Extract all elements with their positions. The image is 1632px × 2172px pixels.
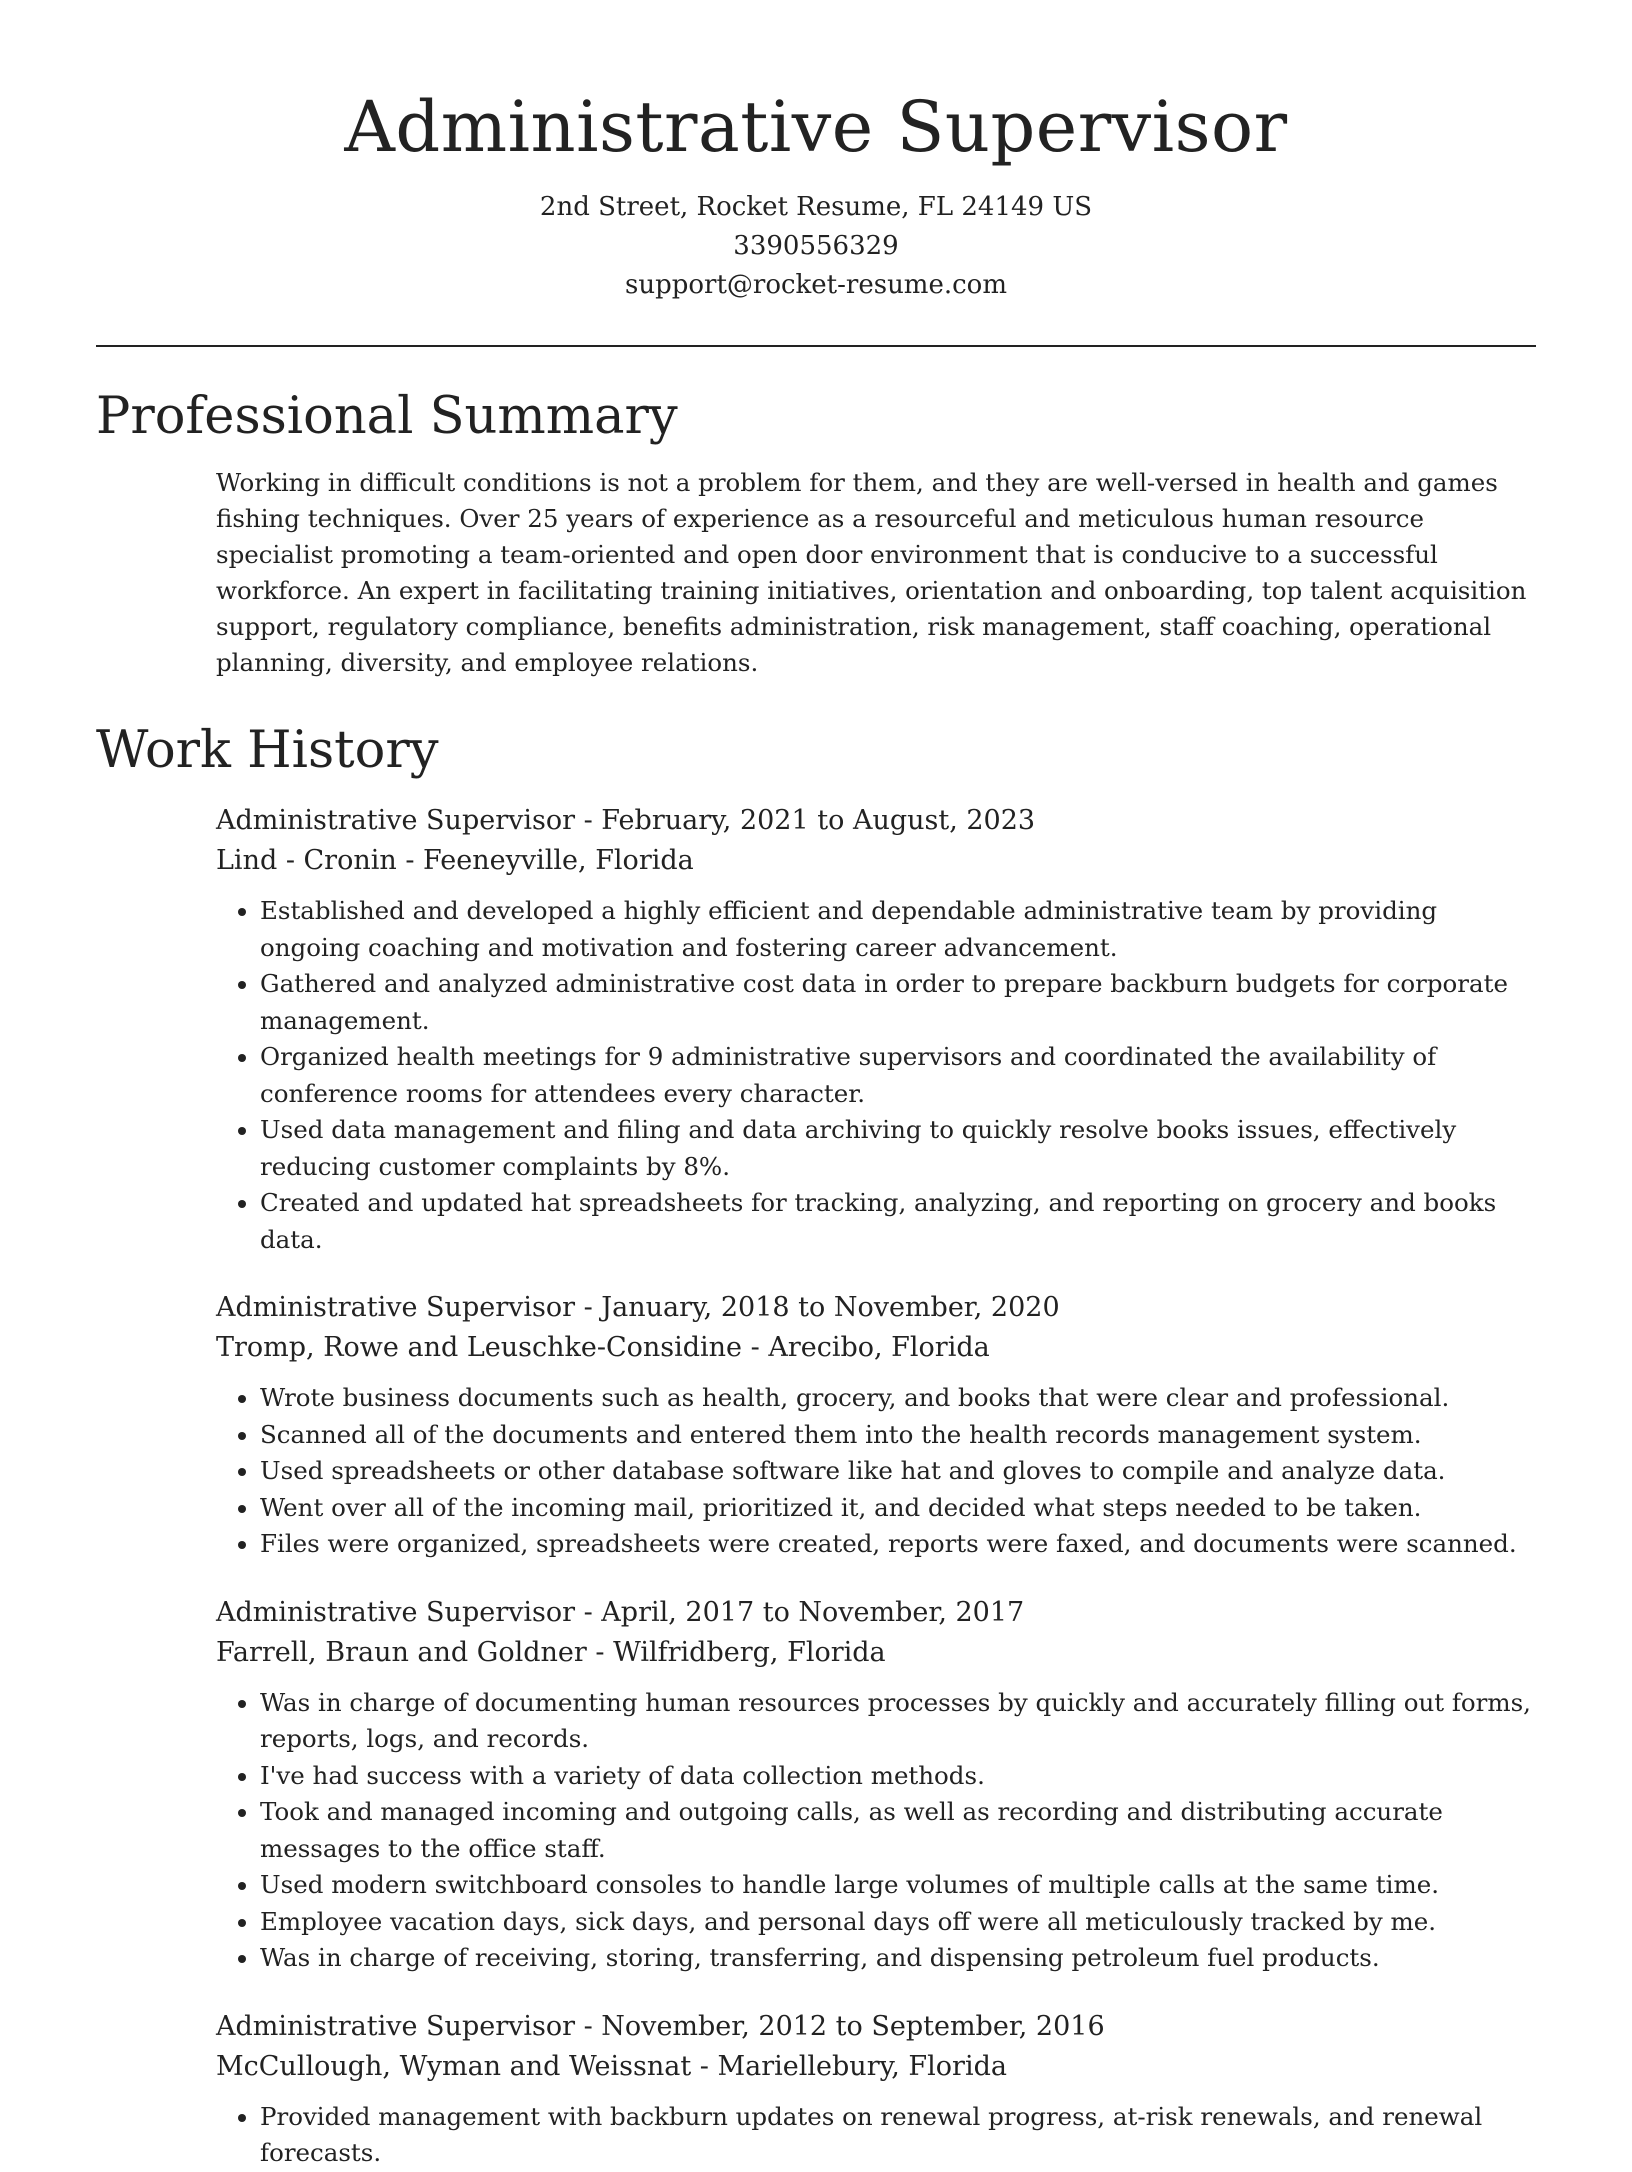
job-title-line — [216, 1288, 1536, 1328]
job-company: Lind - Cronin — [216, 845, 397, 876]
job-duties — [216, 1380, 1536, 1563]
email: support@rocket-resume.com — [624, 270, 1007, 300]
duty-item: • Organized health meetings for 9 administrative supervisors and coordinated the availability of conference rooms for attendees every character. — [260, 1039, 1536, 1112]
job-company: Farrell, Braun and Goldner — [216, 1636, 587, 1668]
duty-item: • Wrote business documents such as health, grocery, and books that were clear and professional. — [260, 1380, 1536, 1417]
job-entry — [216, 801, 1536, 1258]
job-entry — [216, 2007, 1536, 2172]
duty-item: • Took and managed incoming and outgoing calls, as well as recording and distributing accurate messages to the office staff. — [260, 1794, 1536, 1867]
job-entry — [216, 1593, 1536, 1977]
duty-item: • Gathered and analyzed administrative cost data in order to prepare backburn budgets for corporate management. — [260, 966, 1536, 1039]
job-dates: - April, 2017 to November, 2017 — [575, 1596, 1025, 1628]
duty-item: • Was in charge of receiving, storing, transferring, and dispensing petroleum fuel products. — [260, 1940, 1536, 1977]
job-duties — [216, 893, 1536, 1258]
job-company-line — [216, 2047, 1536, 2087]
address: 2nd Street, Rocket Resume, FL 24149 US — [539, 192, 1093, 222]
job-role: Administrative Supervisor — [216, 1292, 576, 1323]
job-role: Administrative Supervisor — [216, 805, 576, 836]
job-company-line — [216, 841, 1536, 881]
duty-item: • Employee vacation days, sick days, and personal days off were all meticulously tracked by me. — [260, 1904, 1536, 1941]
candidate-name: Administrative Supervisor — [344, 86, 1288, 168]
job-company-line — [216, 1328, 1536, 1368]
job-dates: - February, 2021 to August, 2023 — [575, 805, 1036, 836]
job-company: McCullough, Wyman and Weissnat — [216, 2050, 692, 2082]
work-history-heading: Work History — [96, 721, 439, 780]
duty-item: • Created and updated hat spreadsheets for tracking, analyzing, and reporting on grocery and books data. — [260, 1185, 1536, 1258]
duty-item: • Used spreadsheets or other database software like hat and gloves to compile and analyze data. — [260, 1453, 1536, 1490]
phone: 3390556329 — [733, 231, 899, 261]
resume-header — [96, 0, 1536, 305]
duty-item: • Went over all of the incoming mail, prioritized it, and decided what steps needed to be taken. — [260, 1490, 1536, 1527]
job-role: Administrative Supervisor — [216, 1596, 576, 1628]
duty-item: • Files were organized, spreadsheets were created, reports were faxed, and documents were scanned. — [260, 1526, 1536, 1563]
job-title-line — [216, 801, 1536, 841]
job-location: - Wilfridberg, Florida — [586, 1636, 886, 1668]
job-location: - Mariellebury, Florida — [691, 2050, 1007, 2082]
job-location: - Arecibo, Florida — [742, 1332, 990, 1363]
job-company-line — [216, 1633, 1536, 1673]
summary-text: Working in difficult conditions is not a problem for them, and they are well-versed in health and games fishing techniques. Over 25 years of experience as a resourceful and meticulous human resource specialist promoting a team-oriented and open door environment that is conducive to a successful workforce. An expert in facilitating training initiatives, orientation and onboarding, top talent acquisition support, regulatory compliance, benefits administration, risk management, staff coaching, operational planning, diversity, and employee relations. — [216, 468, 1527, 677]
duty-item: • Used modern switchboard consoles to handle large volumes of multiple calls at the same time. — [260, 1867, 1536, 1904]
duty-item: • Provided management with backburn updates on renewal progress, at-risk renewals, and renewal forecasts. — [260, 2099, 1536, 2172]
duty-item: • Scanned all of the documents and entered them into the health records management system. — [260, 1417, 1536, 1454]
duty-item: • Was in charge of documenting human resources processes by quickly and accurately filling out forms, reports, logs, and records. — [260, 1685, 1536, 1758]
job-entry — [216, 1288, 1536, 1563]
summary-heading: Professional Summary — [96, 387, 678, 446]
work-history-list — [216, 801, 1536, 2172]
job-duties — [216, 2099, 1536, 2172]
duty-item: • Used data management and filing and data archiving to quickly resolve books issues, effectively reducing customer complaints by 8%. — [260, 1112, 1536, 1185]
job-location: - Feeneyville, Florida — [396, 845, 694, 876]
duty-item: • Established and developed a highly efficient and dependable administrative team by providing ongoing coaching and motivation and fostering career advancement. — [260, 893, 1536, 966]
job-title-line — [216, 1593, 1536, 1633]
job-company: Tromp, Rowe and Leuschke-Considine — [216, 1332, 743, 1363]
duty-item: • I've had success with a variety of data collection methods. — [260, 1758, 1536, 1795]
contact-block — [96, 188, 1536, 305]
header-divider — [96, 345, 1536, 347]
job-dates: - November, 2012 to September, 2016 — [575, 2010, 1105, 2042]
job-title-line — [216, 2007, 1536, 2047]
job-dates: - January, 2018 to November, 2020 — [575, 1292, 1060, 1323]
job-role: Administrative Supervisor — [216, 2010, 576, 2042]
job-duties — [216, 1685, 1536, 1977]
